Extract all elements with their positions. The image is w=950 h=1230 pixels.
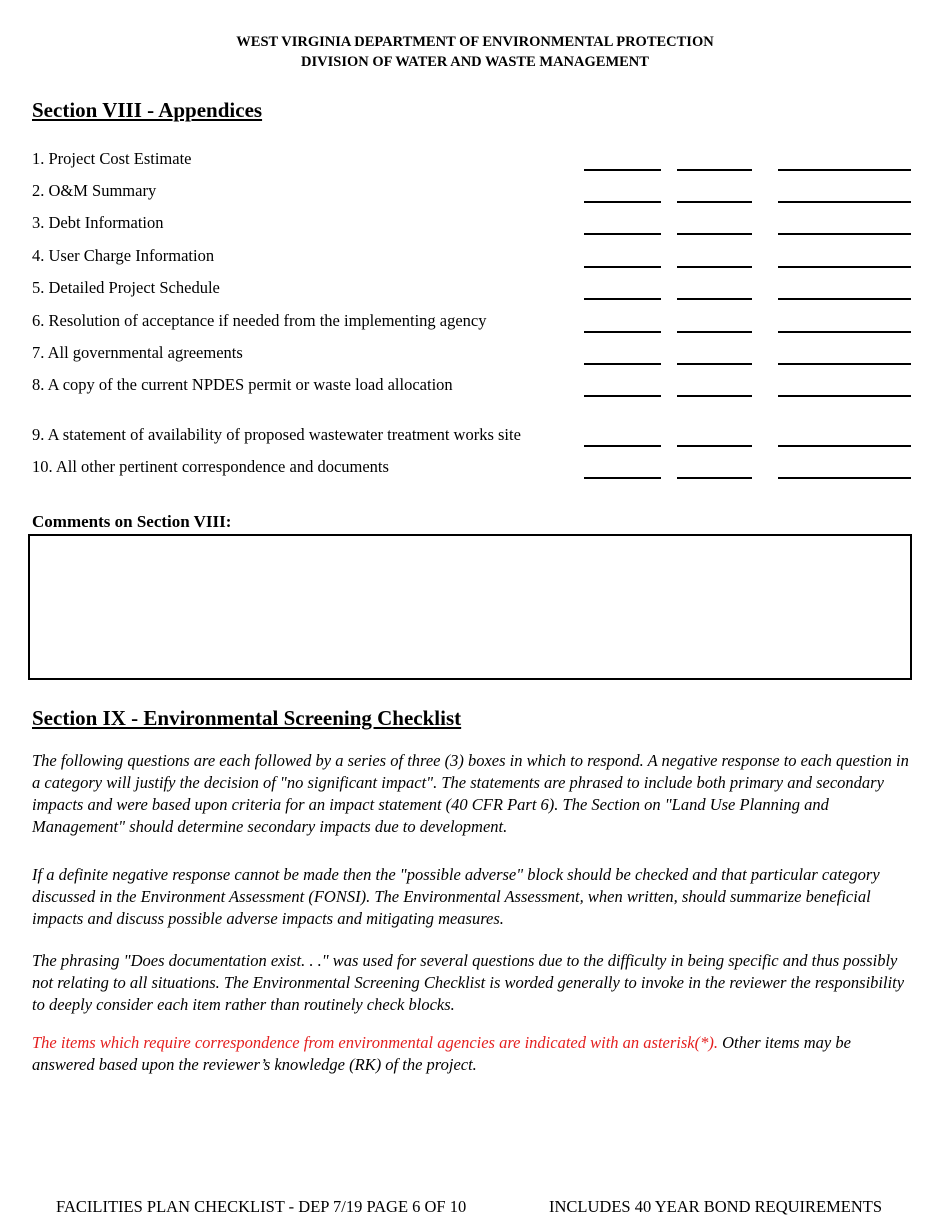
header-division: DIVISION OF WATER AND WASTE MANAGEMENT [301, 54, 649, 70]
response-blank-1[interactable] [584, 201, 661, 203]
response-blank-2[interactable] [677, 298, 752, 300]
response-blank-1[interactable] [584, 169, 661, 171]
appendix-item: 8. A copy of the current NPDES permit or waste load allocation [32, 375, 453, 394]
response-blank-3[interactable] [778, 233, 911, 235]
intro-paragraph-4 [32, 1032, 917, 1076]
rk-note: Other items may be answered based upon the reviewer’s knowledge (RK) of the project. [32, 1033, 851, 1074]
response-blank-3[interactable] [778, 363, 911, 365]
response-blank-2[interactable] [677, 363, 752, 365]
appendix-item: 1. Project Cost Estimate [32, 149, 192, 168]
response-blank-2[interactable] [677, 266, 752, 268]
appendix-item: 6. Resolution of acceptance if needed from the implementing agency [32, 311, 487, 330]
response-blank-3[interactable] [778, 445, 911, 447]
asterisk-note: The items which require correspondence from environmental agencies are indicated with an asterisk(*). [32, 1033, 718, 1052]
response-blank-2[interactable] [677, 233, 752, 235]
response-blank-2[interactable] [677, 445, 752, 447]
response-blank-3[interactable] [778, 298, 911, 300]
intro-paragraph-3: The phrasing "Does documentation exist. . ." was used for several questions due to the difficulty in being specific and thus possibly not relating to all situations. The Environmental Screening Checklist is worded generally to invoke in the reviewer the responsibility to deeply consider each item rather than routinely check blocks. [32, 951, 905, 1014]
appendix-item: 5. Detailed Project Schedule [32, 278, 220, 297]
response-blank-1[interactable] [584, 298, 661, 300]
intro-paragraph-2: If a definite negative response cannot be made then the "possible adverse" block should be checked and that particular category discussed in the Environment Assessment (FONSI). The Environmental Assessment, when written, should summarize beneficial impacts and discuss possible adverse impacts and mitigating measures. [32, 865, 880, 928]
response-blank-2[interactable] [677, 201, 752, 203]
appendix-item: 10. All other pertinent correspondence and documents [32, 457, 389, 476]
response-blank-3[interactable] [778, 331, 911, 333]
appendix-item: 4. User Charge Information [32, 246, 215, 265]
header-department: WEST VIRGINIA DEPARTMENT OF ENVIRONMENTAL PROTECTION [236, 34, 714, 50]
appendix-item: 7. All governmental agreements [32, 343, 243, 362]
response-blank-1[interactable] [584, 266, 661, 268]
intro-paragraph-1: The following questions are each followed by a series of three (3) boxes in which to respond. A negative response to each question in a category will justify the decision of "no significant impact". The statements are phrased to include both primary and secondary impacts and were based upon criteria for an impact statement (40 CFR Part 6). The Section on "Land Use Planning and Management" should determine secondary impacts due to development. [32, 751, 909, 836]
response-blank-3[interactable] [778, 201, 911, 203]
response-blank-2[interactable] [677, 331, 752, 333]
footer-left: FACILITIES PLAN CHECKLIST - DEP 7/19 PAGE 6 OF 10 [56, 1197, 467, 1216]
appendix-item: 9. A statement of availability of proposed wastewater treatment works site [32, 425, 521, 444]
response-blank-2[interactable] [677, 477, 752, 479]
response-blank-2[interactable] [677, 395, 752, 397]
response-blank-1[interactable] [584, 445, 661, 447]
section-viii-title: Section VIII - Appendices [32, 98, 263, 122]
response-blank-1[interactable] [584, 233, 661, 235]
footer-right: INCLUDES 40 YEAR BOND REQUIREMENTS [549, 1197, 883, 1216]
comments-box[interactable] [28, 534, 912, 680]
response-blank-3[interactable] [778, 266, 911, 268]
response-blank-1[interactable] [584, 477, 661, 479]
section-ix-title: Section IX - Environmental Screening Checklist [32, 706, 462, 730]
response-blank-3[interactable] [778, 169, 911, 171]
appendix-item: 3. Debt Information [32, 213, 164, 232]
response-blank-1[interactable] [584, 331, 661, 333]
response-blank-1[interactable] [584, 363, 661, 365]
response-blank-3[interactable] [778, 395, 911, 397]
response-blank-3[interactable] [778, 477, 911, 479]
comments-label: Comments on Section VIII: [32, 512, 232, 531]
response-blank-2[interactable] [677, 169, 752, 171]
appendix-item: 2. O&M Summary [32, 181, 157, 200]
response-blank-1[interactable] [584, 395, 661, 397]
